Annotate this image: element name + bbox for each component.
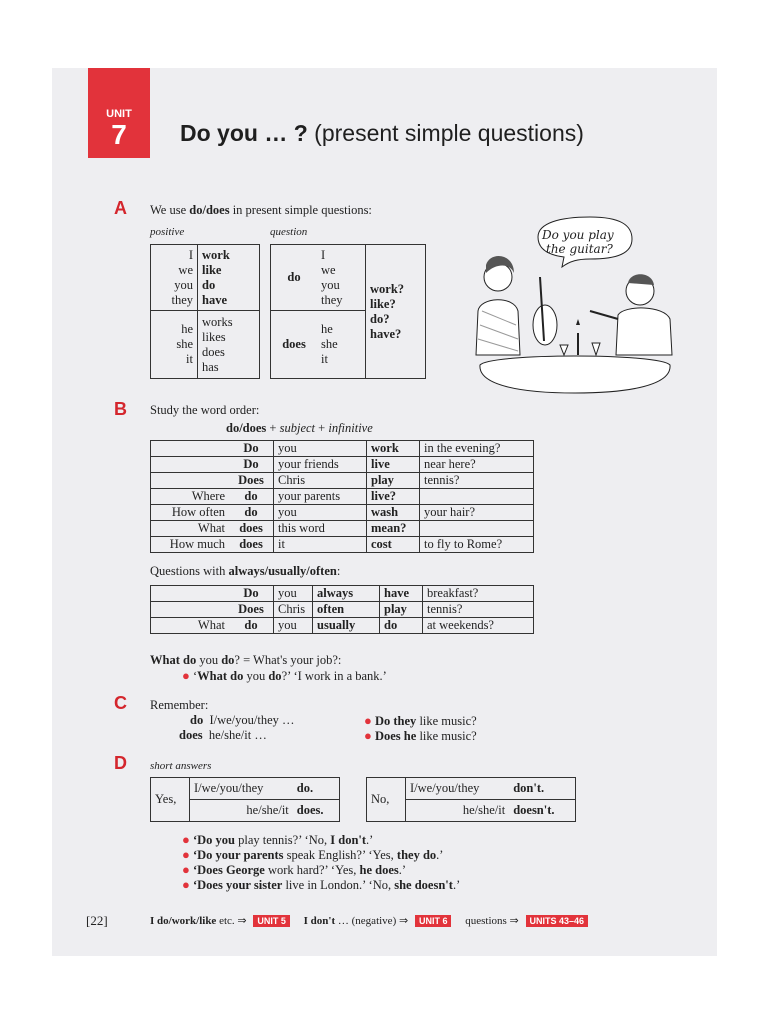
bullet-icon: ● <box>182 832 190 847</box>
short-answer-example-2: ● ‘Do your parents speak English?’ ‘Yes, they do.’ <box>182 847 444 862</box>
table-row: Where do your parents live? <box>151 489 534 505</box>
no-label: No, <box>367 778 406 822</box>
footer-references: I do/work/like etc. ⇒ UNIT 5 I don't … (negative) ⇒ UNIT 6 questions ⇒ UNITS 43–46 <box>150 914 588 927</box>
table-row: Does Chris play tennis? <box>151 473 534 489</box>
title-bold: Do you … ? <box>180 120 308 146</box>
positive-subjects-1: I we you they <box>151 245 198 311</box>
unit-5-link[interactable]: UNIT 5 <box>253 915 290 927</box>
section-a-intro: We use do/does in present simple questions: <box>150 203 372 217</box>
question-verbs: work? like? do? have? <box>366 245 426 379</box>
section-letter-c: C <box>114 693 127 713</box>
yes-label: Yes, <box>151 778 190 822</box>
units-43-46-link[interactable]: UNITS 43–46 <box>526 915 589 927</box>
unit-badge <box>88 68 150 158</box>
table-row: What does this word mean? <box>151 521 534 537</box>
question-subjects-2: he she it <box>317 311 366 379</box>
yes-short-answer-table: Yes, I/we/you/they do. he/she/it does. <box>150 777 340 822</box>
page-number: [22] <box>86 913 108 928</box>
table-row: Do you work in the evening? <box>151 441 534 457</box>
short-answer-example-3: ● ‘Does George work hard?’ ‘Yes, he does.’ <box>182 862 407 877</box>
remember-row-1: do I/we/you/they … <box>190 713 295 727</box>
adverb-table <box>150 585 534 634</box>
table-row: Do you always have breakfast? <box>151 586 534 602</box>
bullet-icon: ● <box>182 847 190 862</box>
section-c-intro: Remember: <box>150 698 209 712</box>
word-order-table <box>150 440 534 553</box>
adverb-intro: Questions with always/usually/often: <box>150 564 341 578</box>
remember-example-1: ● Do they like music? <box>364 713 477 728</box>
what-do-line: What do you do? = What's your job?: <box>150 653 342 667</box>
remember-example-2: ● Does he like music? <box>364 728 477 743</box>
question-subjects-1: I we you they <box>317 245 366 311</box>
restaurant-illustration <box>460 215 685 395</box>
positive-subjects-2: he she it <box>151 311 198 379</box>
page-title <box>180 120 584 147</box>
table-row: Do your friends live near here? <box>151 457 534 473</box>
bullet-icon: ● <box>364 728 372 743</box>
bullet-icon: ● <box>182 668 190 683</box>
table-row: What do you usually do at weekends? <box>151 618 534 634</box>
question-label: question <box>270 226 308 238</box>
unit-number: 7 <box>111 119 127 150</box>
speech-bubble-line-1: Do you play <box>542 228 614 242</box>
section-letter-a: A <box>114 198 127 218</box>
speech-bubble-line-2: the guitar? <box>546 242 613 256</box>
positive-verbs-1: work like do have <box>198 245 260 311</box>
question-aux-2: does <box>271 311 318 379</box>
unit-6-link[interactable]: UNIT 6 <box>415 915 452 927</box>
section-b-intro: Study the word order: <box>150 403 260 417</box>
title-rest: (present simple questions) <box>307 120 584 146</box>
table-row: How often do you wash your hair? <box>151 505 534 521</box>
table-row: How much does it cost to fly to Rome? <box>151 537 534 553</box>
short-answers-label: short answers <box>150 760 212 772</box>
positive-verbs-2: works likes does has <box>198 311 260 379</box>
short-answer-example-1: ● ‘Do you play tennis?’ ‘No, I don't.’ <box>182 832 374 847</box>
bullet-icon: ● <box>182 862 190 877</box>
section-letter-d: D <box>114 753 127 773</box>
question-table <box>270 244 426 379</box>
unit-label: UNIT <box>106 108 132 120</box>
question-aux-1: do <box>271 245 318 311</box>
bullet-icon: ● <box>182 877 190 892</box>
section-letter-b: B <box>114 399 127 419</box>
what-do-example: ● ‘What do you do?’ ‘I work in a bank.’ <box>182 668 387 683</box>
remember-row-2: does he/she/it … <box>179 728 267 742</box>
positive-table <box>150 244 260 379</box>
table-row: Does Chris often play tennis? <box>151 602 534 618</box>
word-order-formula: do/does + subject + infinitive <box>226 421 373 435</box>
short-answer-example-4: ● ‘Does your sister live in London.’ ‘No, she doesn't.’ <box>182 877 461 892</box>
positive-label: positive <box>150 226 185 238</box>
bullet-icon: ● <box>364 713 372 728</box>
no-short-answer-table: No, I/we/you/they don't. he/she/it doesn't. <box>366 777 576 822</box>
